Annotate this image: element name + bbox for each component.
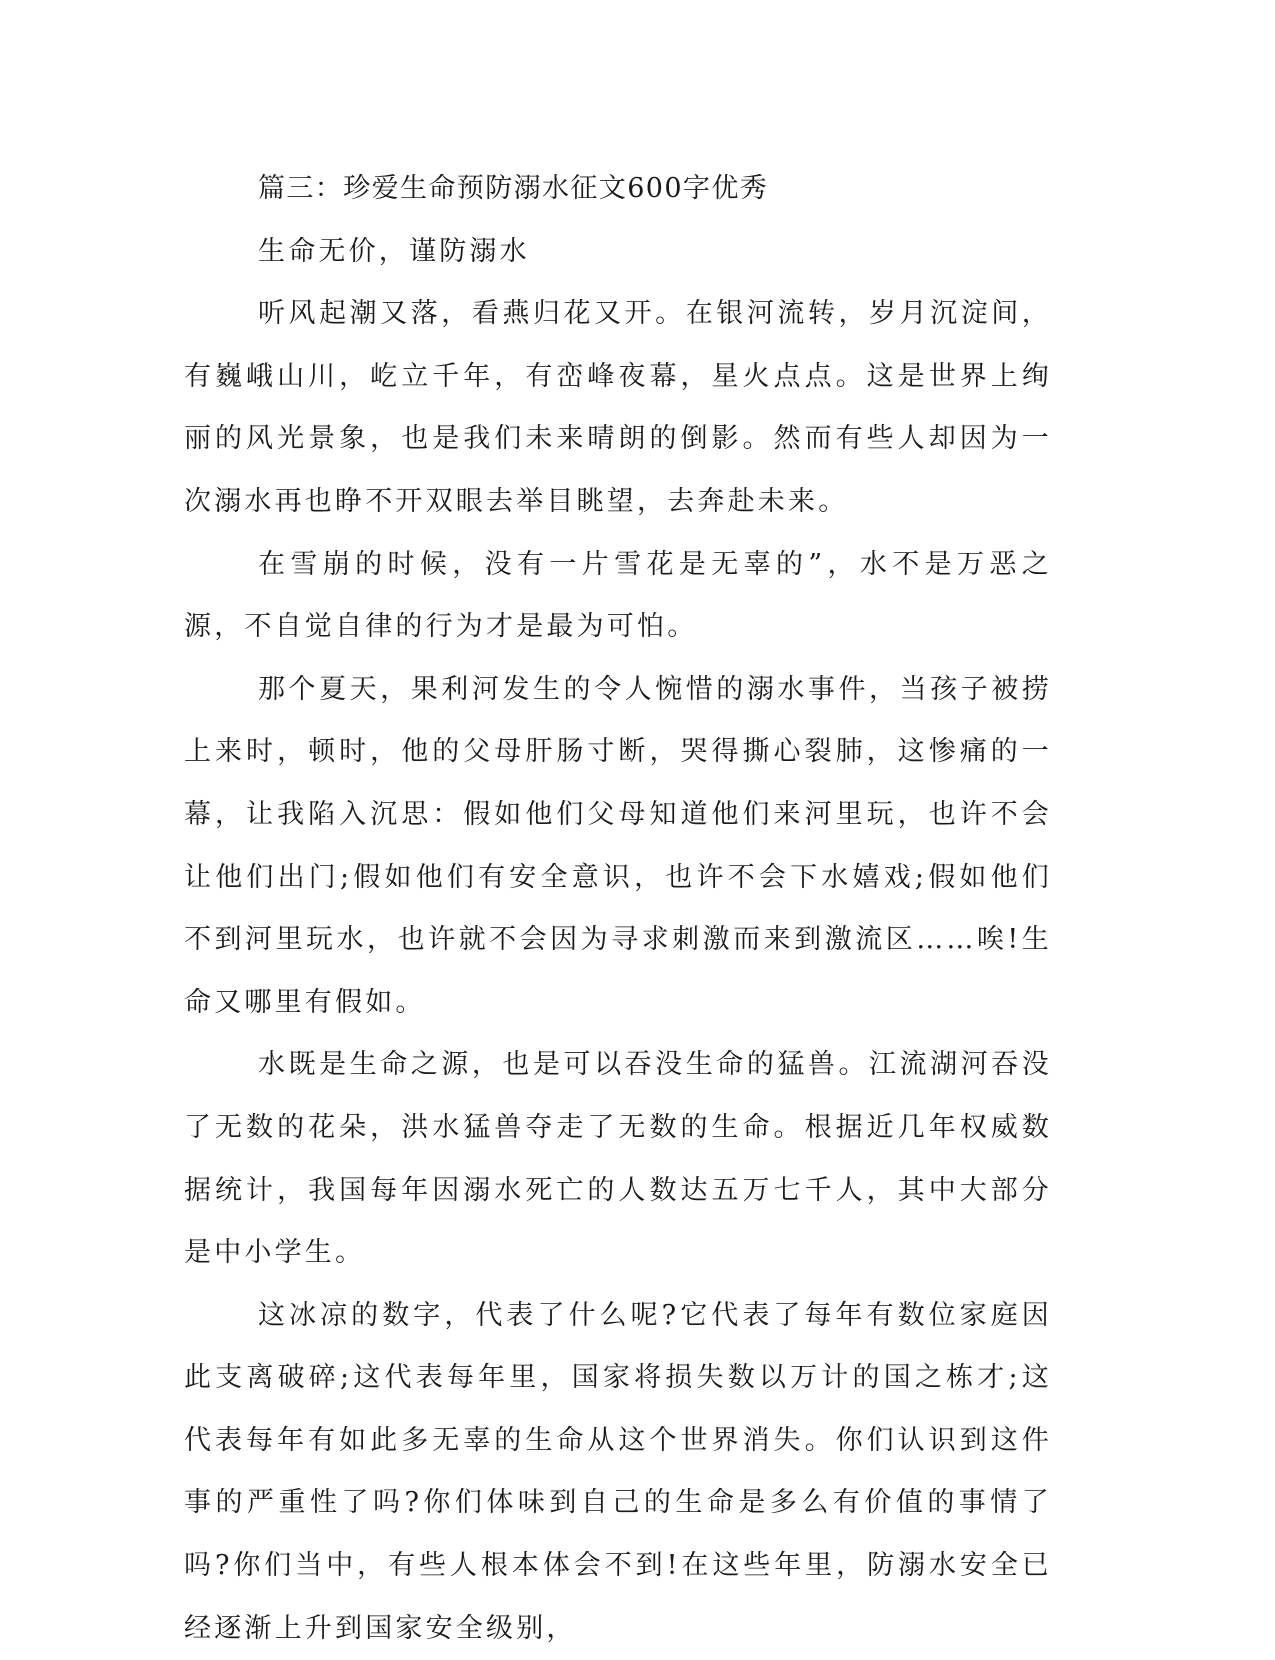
paragraph-1: 听风起潮又落，看燕归花又开。在银河流转，岁月沉淀间，有巍峨山川，屹立千年，有峦峰夜幕，星火点点。这是世界上绚丽的风光景象，也是我们未来晴朗的倒影。然而有些人却因为一次溺水再也睁不开双眼去举目眺望，去奔赴未来。	[184, 298, 1052, 517]
paragraph-2: 在雪崩的时候，没有一片雪花是无辜的”，水不是万恶之源，不自觉自律的行为才是最为可怕。	[184, 548, 1052, 643]
document-subtitle: 生命无价，谨防溺水	[258, 235, 530, 267]
paragraph-3: 那个夏天，果利河发生的令人惋惜的溺水事件，当孩子被捞上来时，顿时，他的父母肝肠寸断，哭得撕心裂肺，这惨痛的一幕，让我陷入沉思：假如他们父母知道他们来河里玩，也许不会让他们出门;假如他们有安全意识，也许不会下水嬉戏;假如他们不到河里玩水，也许就不会因为寻求刺激而来到激流区……唉!生命又哪里有假如。	[184, 673, 1052, 1018]
document-body	[184, 158, 1052, 1660]
document-heading: 篇三：珍爱生命预防溺水征文600字优秀	[258, 173, 769, 204]
paragraph-5: 这冰凉的数字，代表了什么呢?它代表了每年有数位家庭因此支离破碎;这代表每年里，国家将损失数以万计的国之栋才;这代表每年有如此多无辜的生命从这个世界消失。你们认识到这件事的严重性了吗?你们体味到自己的生命是多么有价值的事情了吗?你们当中，有些人根本体会不到!在这些年里，防溺水安全已经逐渐上升到国家安全级别，	[184, 1299, 1052, 1644]
paragraph-4: 水既是生命之源，也是可以吞没生命的猛兽。江流湖河吞没了无数的花朵，洪水猛兽夺走了无数的生命。根据近几年权威数据统计，我国每年因溺水死亡的人数达五万七千人，其中大部分是中小学生。	[184, 1049, 1052, 1269]
